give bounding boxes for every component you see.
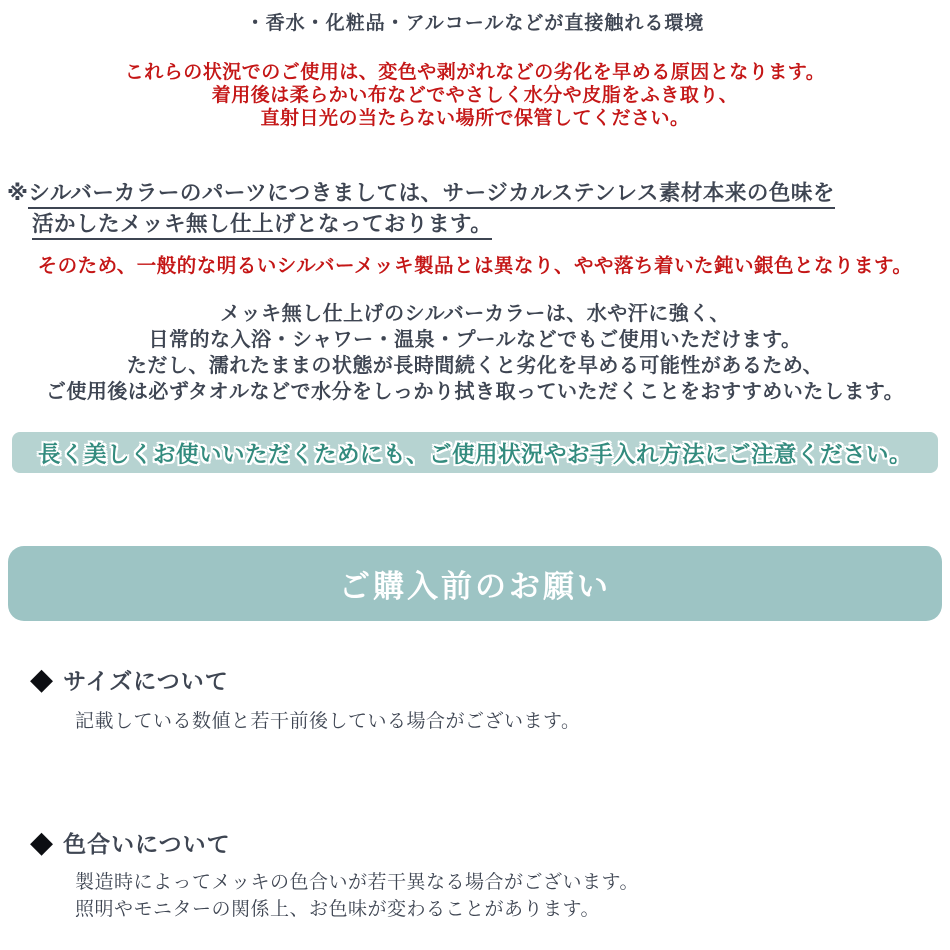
care-warning-block (0, 61, 950, 130)
note-marker: ※ (7, 181, 29, 205)
silver-care-line: 日常的な入浴・シャワー・温泉・プールなどでもご使用いただけます。 (148, 329, 802, 351)
silver-care-line: メッキ無し仕上げのシルバーカラーは、水や汗に強く、 (220, 303, 730, 325)
section-size-heading (0, 663, 950, 696)
silver-note-line (0, 211, 950, 237)
section-size-line: 記載している数値と若干前後している場合がございます。 (75, 711, 581, 732)
diamond-bullet-icon: ◆ (30, 825, 54, 859)
silver-note-underlined-text: 活かしたメッキ無し仕上げとなっております。 (32, 212, 492, 240)
silver-care-line: ただし、濡れたままの状態が長時間続くと劣化を早める可能性があるため、 (126, 355, 824, 377)
care-warning-line: これらの状況でのご使用は、変色や剥がれなどの劣化を早める原因となります。 (124, 62, 826, 83)
section-color-line: 製造時によってメッキの色合いが若干異なる場合がございます。 (75, 872, 639, 893)
silver-finish-note (0, 180, 950, 237)
section-color-line: 照明やモニターの関係上、お色味が変わることがあります。 (75, 899, 600, 920)
section-color-heading (0, 826, 950, 859)
section-size (0, 663, 950, 735)
exposure-item-line: ・香水・化粧品・アルコールなどが直接触れる環境 (245, 13, 705, 34)
diamond-bullet-icon: ◆ (30, 662, 54, 696)
silver-care-line: ご使用後は必ずタオルなどで水分をしっかり拭き取っていただくことをおすすめいたします。 (45, 381, 905, 403)
silver-note-line (0, 180, 950, 206)
section-color-title: 色合いについて (63, 831, 231, 857)
silver-note-red-line: そのため、一般的な明るいシルバーメッキ製品とは異なり、やや落ち着いた鈍い銀色となります。 (37, 255, 913, 277)
silver-care-body (0, 301, 950, 405)
section-color-body (0, 869, 950, 923)
silver-note-underlined-text: シルバーカラーのパーツにつきましては、サージカルステンレス素材本来の色味を (28, 181, 834, 209)
section-size-body (0, 708, 950, 735)
caution-highlight-band: 長く美しくお使いいただくためにも、ご使用状況やお手入れ方法にご注意ください。 (12, 432, 938, 473)
section-color (0, 826, 950, 923)
section-size-title: サイズについて (63, 668, 229, 694)
care-warning-line: 着用後は柔らかい布などでやさしく水分や皮脂をふき取り、 (211, 85, 739, 106)
purchase-notice-banner: ご購入前のお願い (8, 546, 942, 621)
care-warning-line: 直射日光の当たらない場所で保管してください。 (260, 108, 690, 129)
